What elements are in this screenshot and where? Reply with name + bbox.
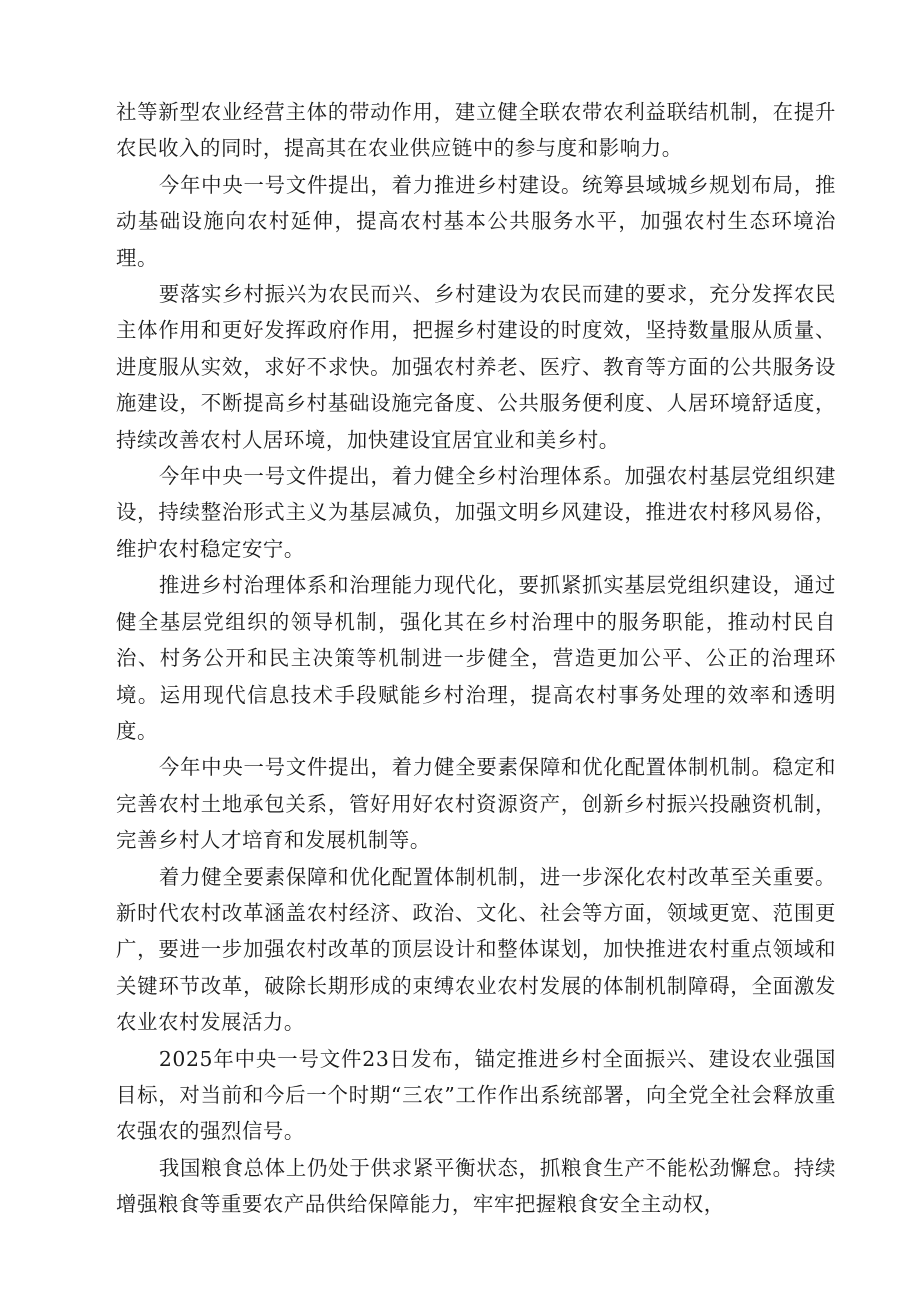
paragraph: 2025年中央一号文件23日发布，锚定推进乡村全面振兴、建设农业强国目标，对当前和今后一个时期“三农”工作作出系统部署，向全党全社会释放重农强农的强烈信号。 bbox=[116, 1046, 836, 1144]
paragraph: 今年中央一号文件提出，着力推进乡村建设。统筹县域城乡规划布局，推动基础设施向农村延伸，提高农村基本公共服务水平，加强农村生态环境治理。 bbox=[116, 172, 836, 270]
paragraph-continued: 社等新型农业经营主体的带动作用，建立健全联农带农利益联结机制，在提升农民收入的同时，提高其在农业供应链中的参与度和影响力。 bbox=[116, 100, 836, 161]
paragraph: 推进乡村治理体系和治理能力现代化，要抓紧抓实基层党组织建设，通过健全基层党组织的领导机制，强化其在乡村治理中的服务职能，推动村民自治、村务公开和民主决策等机制进一步健全，营造更加公平、公正的治理环境。运用现代信息技术手段赋能乡村治理，提高农村事务处理的效率和透明度。 bbox=[116, 573, 836, 743]
paragraph: 今年中央一号文件提出，着力健全乡村治理体系。加强农村基层党组织建设，持续整治形式主义为基层减负，加强文明乡风建设，推进农村移风易俗，维护农村稳定安宁。 bbox=[116, 464, 836, 561]
paragraph: 今年中央一号文件提出，着力健全要素保障和优化配置体制机制。稳定和完善农村土地承包关系，管好用好农村资源资产，创新乡村振兴投融资机制，完善乡村人才培育和发展机制等。 bbox=[116, 755, 836, 853]
paragraph: 要落实乡村振兴为农民而兴、乡村建设为农民而建的要求，充分发挥农民主体作用和更好发挥政府作用，把握乡村建设的时度效，坚持数量服从质量、进度服从实效，求好不求快。加强农村养老、医疗、教育等方面的公共服务设施建设，不断提高乡村基础设施完备度、公共服务便利度、人居环境舒适度，持续改善农村人居环境，加快建设宜居宜业和美乡村。 bbox=[116, 282, 836, 452]
paragraph: 我国粮食总体上仍处于供求紧平衡状态，抓粮食生产不能松劲懈怠。持续增强粮食等重要农产品供给保障能力，牢牢把握粮食安全主动权， bbox=[116, 1155, 836, 1217]
paragraph: 着力健全要素保障和优化配置体制机制，进一步深化农村改革至关重要。新时代农村改革涵盖农村经济、政治、文化、社会等方面，领域更宽、范围更广，要进一步加强农村改革的顶层设计和整体谋划，加快推进农村重点领域和关键环节改革，破除长期形成的束缚农业农村发展的体制机制障碍，全面激发农业农村发展活力。 bbox=[116, 864, 836, 1035]
document-body bbox=[116, 94, 836, 1223]
